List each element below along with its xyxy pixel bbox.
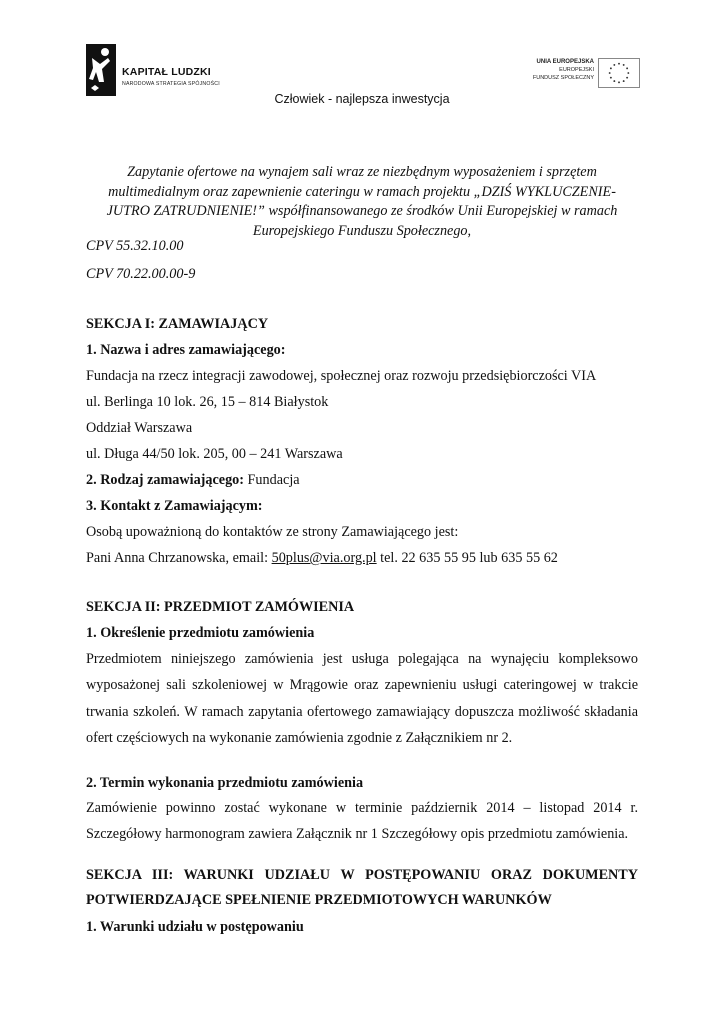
contact-phone: tel. 22 635 55 95 lub 635 55 62 [376,550,558,566]
contact-line [86,550,558,567]
organization-name: Fundacja na rzecz integracji zawodowej, społecznej oraz rozwoju przedsiębiorczości VIA [86,368,597,384]
eu-flag-icon [598,58,640,88]
eu-logo [530,58,640,90]
eu-line-3: FUNDUSZ SPOŁECZNY [532,75,594,81]
eu-text [533,58,594,82]
intro-line-1: Zapytanie ofertowe na wynajem sali wraz ze niezbędnym wyposażeniem i sprzętem [127,164,597,180]
eu-line-1: UNIA EUROPEJSKA [536,59,594,65]
section-1-sub-2-value: Fundacja [244,472,300,488]
document-header [0,0,724,120]
kapital-ludzki-title: KAPITAŁ LUDZKI [122,66,211,78]
kapital-ludzki-emblem-icon [86,44,116,96]
branch-name: Oddział Warszawa [86,420,193,436]
section-3-sub-1: 1. Warunki udziału w postępowaniu [86,919,304,935]
intro-line-4: Europejskiego Funduszu Społecznego, [252,222,472,239]
section-2-paragraph-1: Przedmiotem niniejszego zamówienia jest usługa polegająca na wynajęciu kompleksowo wyposażonej sali szkoleniowej w Mrągowie oraz zapewnieniu usługi cateringowej w trakcie trwania szkoleń. W ramach zapytania ofertowego zamawiający dopuszcza możliwość składania ofert częściowych na wykonanie zamówienia zgodnie z Załącznikiem nr 2. [86,651,638,747]
section-3-heading: SEKCJA III: WARUNKI UDZIAŁU W POSTĘPOWANIU ORAZ DOKUMENTY POTWIERDZAJĄCE SPEŁNIENIE PRZEDMIOTOWYCH WARUNKÓW [86,867,638,908]
kapital-ludzki-subtitle: NARODOWA STRATEGIA SPÓJNOŚCI [122,81,220,87]
section-1-sub-1: 1. Nazwa i adres zamawiającego: [86,342,286,358]
eu-line-2: EUROPEJSKI [559,67,594,73]
header-tagline: Człowiek - najlepsza inwestycja [274,92,450,106]
section-1-sub-2-label: 2. Rodzaj zamawiającego: [86,472,244,488]
contact-name: Pani Anna Chrzanowska, email: [86,550,272,566]
section-2-sub-2: 2. Termin wykonania przedmiotu zamówienia [86,775,364,791]
address-bialystok: ul. Berlinga 10 lok. 26, 15 – 814 Białystok [86,394,329,410]
document-intro [86,163,638,241]
intro-line-3: JUTRO ZATRUDNIENIE!” współfinansowanego ze środków Unii Europejskiej w ramach [106,203,618,219]
section-2-heading: SEKCJA II: PRZEDMIOT ZAMÓWIENIA [86,599,355,615]
section-1-sub-2 [86,472,300,489]
section-1-heading: SEKCJA I: ZAMAWIAJĄCY [86,316,269,332]
section-2-sub-1: 1. Określenie przedmiotu zamówienia [86,625,315,641]
section-2-paragraph-2: Zamówienie powinno zostać wykonane w terminie październik 2014 – listopad 2014 r. Szczegółowy harmonogram zawiera Załącznik nr 1 Szczegółowy opis przedmiotu zamówienia. [86,800,638,843]
section-1-sub-3: 3. Kontakt z Zamawiającym: [86,498,263,514]
cpv-code-2: CPV 70.22.00.00-9 [86,266,196,282]
cpv-code-1: CPV 55.32.10.00 [86,238,184,254]
contact-intro: Osobą upoważnioną do kontaktów ze strony Zamawiającego jest: [86,524,459,540]
contact-email-link[interactable]: 50plus@via.org.pl [271,550,377,566]
address-warszawa: ul. Długa 44/50 lok. 205, 00 – 241 Warszawa [86,446,343,462]
intro-line-2: multimedialnym oraz zapewnienie cateringu w ramach projektu „DZIŚ WYKLUCZENIE- [108,183,616,200]
